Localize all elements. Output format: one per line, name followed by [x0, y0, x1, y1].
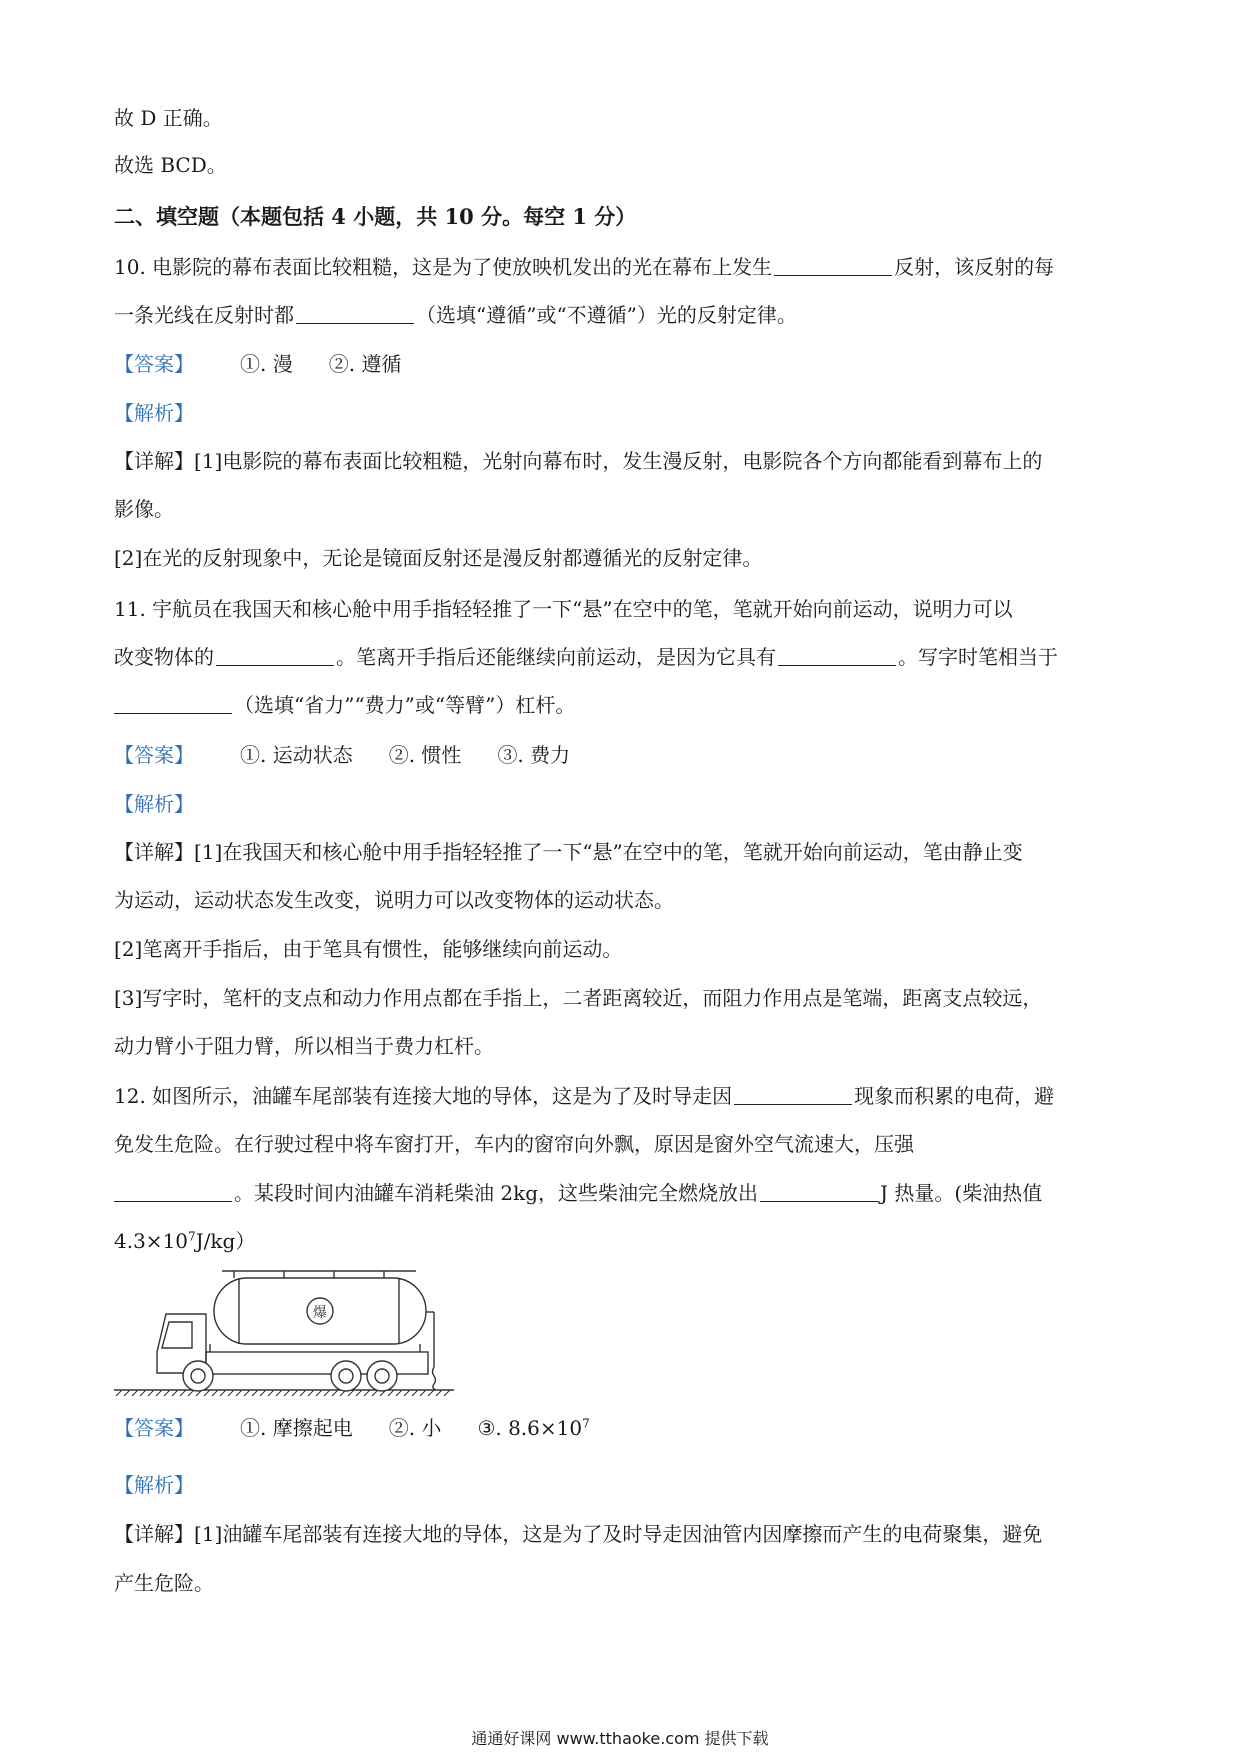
- answer-blank: [774, 257, 892, 276]
- text: 一条光线在反射时都: [114, 303, 294, 327]
- text: 10. 电影院的幕布表面比较粗糙，这是为了使放映机发出的光在幕布上发生: [114, 255, 773, 279]
- answer: ①. 漫: [240, 352, 293, 376]
- grounding-chain: [433, 1367, 437, 1390]
- answer-blank: [296, 305, 414, 324]
- text: （选填“遵循”或“不遵循”）光的反射定律。: [416, 303, 797, 327]
- text: 。笔离开手指后还能继续向前运动，是因为它具有: [336, 645, 776, 669]
- text-line: 故选 BCD。: [114, 153, 227, 177]
- wheel: [331, 1361, 361, 1391]
- text-line: 【详解】[1]电影院的幕布表面比较粗糙，光射向幕布时，发生漫反射，电影院各个方向都能看到幕布上的: [114, 449, 1043, 473]
- text-line: 【详解】[1]油罐车尾部装有连接大地的导体，这是为了及时导走因油管内因摩擦而产生的电荷聚集，避免: [114, 1522, 1043, 1546]
- page-footer: 通通好课网 www.tthaoke.com 提供下载: [471, 1729, 769, 1748]
- text: J 热量。(柴油热值: [880, 1181, 1043, 1205]
- question-11-line: 11. 宇航员在我国天和核心舱中用手指轻轻推了一下“悬”在空中的笔，笔就开始向前运动，说明力可以: [114, 597, 1013, 621]
- ground-hatching: [116, 1390, 450, 1396]
- text-line: [3]写字时，笔杆的支点和动力作用点都在手指上，二者距离较近，而阻力作用点是笔端，距离支点较远，: [114, 986, 1043, 1010]
- answer: ①. 摩擦起电: [240, 1416, 353, 1440]
- cab-window: [162, 1322, 192, 1348]
- text: J/kg）: [195, 1229, 256, 1253]
- answer: ③. 费力: [497, 743, 571, 767]
- answer-line: [114, 1413, 590, 1443]
- question-11-line: [114, 642, 1058, 672]
- answer: ③. 8.6×10: [477, 1416, 583, 1440]
- text-line: [2]在光的反射现象中，无论是镜面反射还是漫反射都遵循光的反射定律。: [114, 546, 763, 570]
- wheel: [183, 1361, 213, 1391]
- answer: ②. 小: [388, 1416, 442, 1440]
- answer-line: [114, 349, 401, 379]
- answer: ①. 运动状态: [240, 743, 353, 767]
- answer-blank: [760, 1183, 878, 1202]
- wheel: [367, 1361, 397, 1391]
- question-12-line: 免发生危险。在行驶过程中将车窗打开，车内的窗帘向外飘，原因是窗外空气流速大，压强: [114, 1132, 914, 1156]
- oil-tanker-truck-figure: [114, 1262, 459, 1397]
- question-12-line: [114, 1081, 1054, 1111]
- question-12-line: [114, 1226, 255, 1256]
- answer-blank: [114, 1183, 232, 1202]
- text: 改变物体的: [114, 645, 214, 669]
- analysis-tag: 【解析】: [114, 401, 194, 425]
- answer-blank: [778, 647, 896, 666]
- text-line: 故 D 正确。: [114, 106, 223, 130]
- exponent: 7: [188, 1229, 196, 1244]
- text-line: 动力臂小于阻力臂，所以相当于费力杠杆。: [114, 1034, 494, 1058]
- answer: ②. 惯性: [388, 743, 462, 767]
- answer: ②. 遵循: [328, 352, 402, 376]
- answer-blank: [734, 1086, 852, 1105]
- text-line: 影像。: [114, 497, 174, 521]
- text: 12. 如图所示，油罐车尾部装有连接大地的导体，这是为了及时导走因: [114, 1084, 733, 1108]
- text: 现象而积累的电荷，避: [854, 1084, 1055, 1108]
- question-10-line: [114, 252, 1054, 282]
- answer-blank: [216, 647, 334, 666]
- text: 反射，该反射的每: [894, 255, 1055, 279]
- answer-blank: [114, 695, 232, 714]
- text: （选填“省力”“费力”或“等臂”）杠杆。: [234, 693, 576, 717]
- question-10-line: [114, 300, 797, 330]
- text: 4.3×10: [114, 1229, 189, 1253]
- tank-label: 爆: [313, 1305, 327, 1321]
- section-heading: 二、填空题（本题包括 4 小题，共 10 分。每空 1 分）: [114, 204, 637, 229]
- text: 。某段时间内油罐车消耗柴油 2kg，这些柴油完全燃烧放出: [234, 1181, 759, 1205]
- analysis-tag: 【解析】: [114, 792, 194, 816]
- text-line: [2]笔离开手指后，由于笔具有惯性，能够继续向前运动。: [114, 937, 623, 961]
- text-line: 【详解】[1]在我国天和核心舱中用手指轻轻推了一下“悬”在空中的笔，笔就开始向前运动，笔由静止变: [114, 840, 1023, 864]
- exponent: 7: [582, 1416, 590, 1431]
- answer-tag: 【答案】: [114, 1416, 194, 1440]
- answer-tag: 【答案】: [114, 352, 194, 376]
- text: 。写字时笔相当于: [898, 645, 1058, 669]
- analysis-tag: 【解析】: [114, 1473, 194, 1497]
- answer-tag: 【答案】: [114, 743, 194, 767]
- text-line: 为运动，运动状态发生改变，说明力可以改变物体的运动状态。: [114, 888, 674, 912]
- answer-line: [114, 740, 570, 770]
- question-12-line: [114, 1178, 1042, 1208]
- question-11-line: [114, 690, 575, 720]
- text-line: 产生危险。: [114, 1571, 214, 1595]
